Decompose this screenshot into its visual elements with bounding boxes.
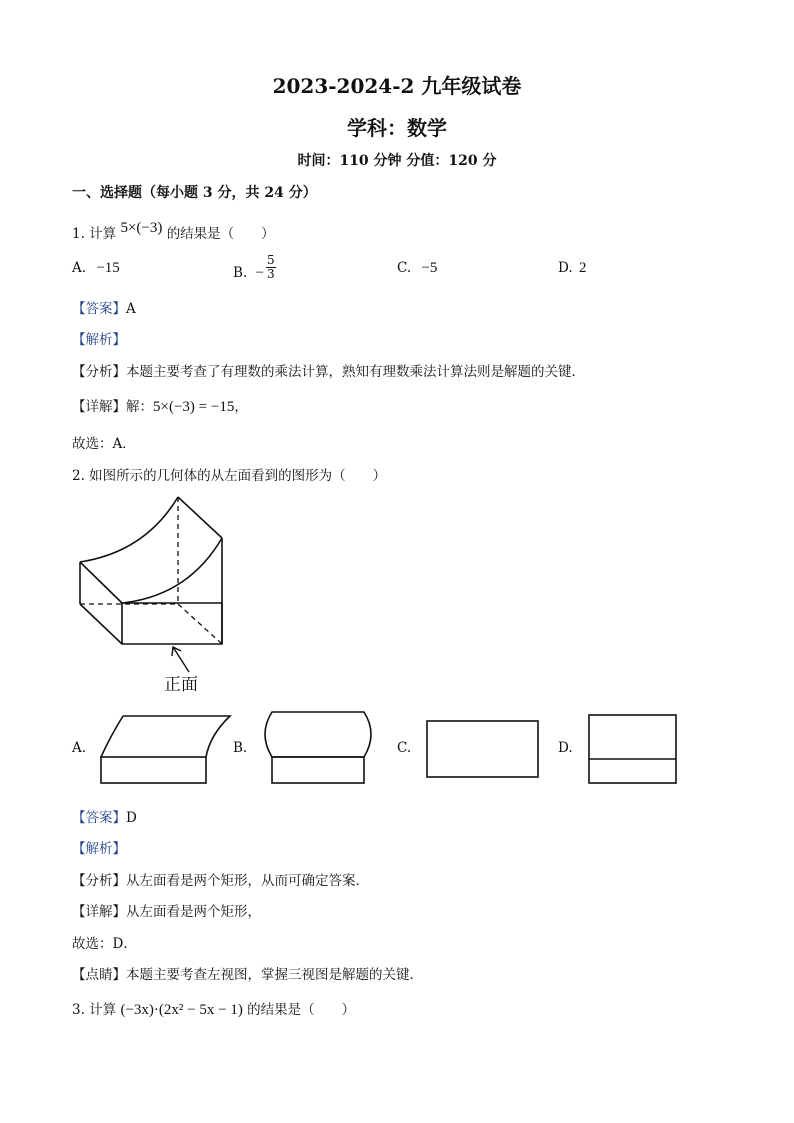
q2-option-a-label: A. [72, 740, 87, 756]
section-heading: 一、选择题（每小题 3 分，共 24 分） [72, 185, 317, 201]
q2-fenxi [72, 869, 369, 889]
q2-analysis-tag: 【解析】 [72, 841, 126, 857]
q1-analysis-tag: 【解析】 [72, 332, 126, 348]
q1-detail [72, 395, 248, 416]
front-label: 正面 [164, 675, 198, 695]
answer-value: D [126, 810, 137, 826]
option-value: −5 [421, 260, 438, 276]
solid-edge [178, 497, 222, 538]
paper-title: 2023-2024-2 九年级试卷 [272, 74, 522, 98]
detail-math: 5×(−3) = −15 [153, 399, 235, 415]
q2-option-b-label: B. [233, 740, 248, 756]
answer-value: A [126, 301, 136, 317]
detail-text: 从左面看是两个矩形， [126, 904, 261, 920]
option-value: 2 [578, 260, 587, 276]
answer-tag: 【答案】 [72, 810, 126, 826]
solid-top-curve-front [122, 538, 222, 603]
detail-tag: 【详解】 [72, 399, 126, 415]
solid-hidden-edge [178, 604, 222, 644]
option-c-rect [427, 721, 538, 777]
dianjing-text: 本题主要考查左视图，掌握三视图是解题的关键． [126, 967, 423, 983]
q3-stem-suffix: 的结果是（ ） [247, 1002, 356, 1018]
option-a-top-right [123, 716, 230, 757]
option-d-outer-rect [589, 715, 676, 783]
option-sign: − [255, 265, 264, 281]
q1-option-c [397, 260, 437, 277]
q1-stem-prefix: 1. 计算 [72, 226, 117, 242]
fenxi-text: 从左面看是两个矩形，从而可确定答案． [126, 873, 369, 889]
q2-dianjing [72, 963, 423, 983]
q1-option-a [72, 260, 120, 277]
option-a-figure [101, 716, 230, 783]
subject-line: 学科：数学 [347, 116, 447, 140]
answer-tag: 【答案】 [72, 301, 126, 317]
fraction [266, 254, 276, 281]
q1-option-b [233, 254, 276, 281]
q2-stem: 2. 如图所示的几何体的从左面看到的图形为（ ） [72, 468, 387, 484]
q1-fenxi [72, 360, 585, 380]
fenxi-tag: 【分析】 [72, 873, 126, 889]
option-label: D. [558, 260, 573, 276]
q3-stem [72, 998, 355, 1019]
q2-answer [72, 806, 137, 826]
option-label: B. [233, 265, 248, 281]
q2-choice: 故选：D． [72, 936, 137, 952]
option-a-top-left [101, 716, 123, 757]
q1-stem-suffix: 的结果是（ ） [166, 226, 275, 242]
fraction-numerator: 5 [266, 253, 275, 267]
q1-stem-math: 5×(−3) [120, 220, 163, 236]
fenxi-tag: 【分析】 [72, 364, 126, 380]
q3-stem-prefix: 3. 计算 [72, 1002, 117, 1018]
exam-meta: 时间：110 分钟 分值：120 分 [297, 153, 497, 169]
option-a-bottom-rect [101, 757, 206, 783]
solid-front-face [122, 603, 222, 644]
fenxi-text: 本题主要考查了有理数的乘法计算，熟知有理数乘法计算法则是解题的关键． [126, 364, 585, 380]
option-b-top-shape [265, 712, 371, 757]
option-b-bottom-rect [272, 757, 364, 783]
solid-edge [80, 562, 122, 603]
option-label: A. [72, 260, 87, 276]
q2-option-d-label: D. [558, 740, 573, 756]
solid-edge [80, 604, 122, 644]
detail-tag: 【详解】 [72, 904, 126, 920]
q2-detail [72, 900, 261, 920]
q2-option-c-label: C. [397, 740, 412, 756]
option-d-figure [589, 715, 676, 783]
option-label: C. [397, 260, 412, 276]
detail-suffix: ， [234, 399, 248, 415]
option-c-figure [427, 721, 538, 777]
dianjing-tag: 【点睛】 [72, 967, 126, 983]
q1-answer [72, 297, 136, 317]
q1-choice: 故选：A． [72, 436, 136, 452]
solid-top-curve-back [80, 497, 178, 562]
option-b-figure [265, 712, 371, 783]
front-arrow-line [173, 647, 189, 672]
front-arrow-head [172, 647, 181, 656]
q1-stem [72, 222, 275, 243]
detail-prefix: 解： [126, 399, 153, 415]
q1-option-d [558, 260, 586, 277]
q3-stem-math: (−3x)·(2x² − 5x − 1) [120, 1002, 243, 1018]
option-value: −15 [96, 260, 120, 276]
fraction-denominator: 3 [266, 267, 275, 281]
